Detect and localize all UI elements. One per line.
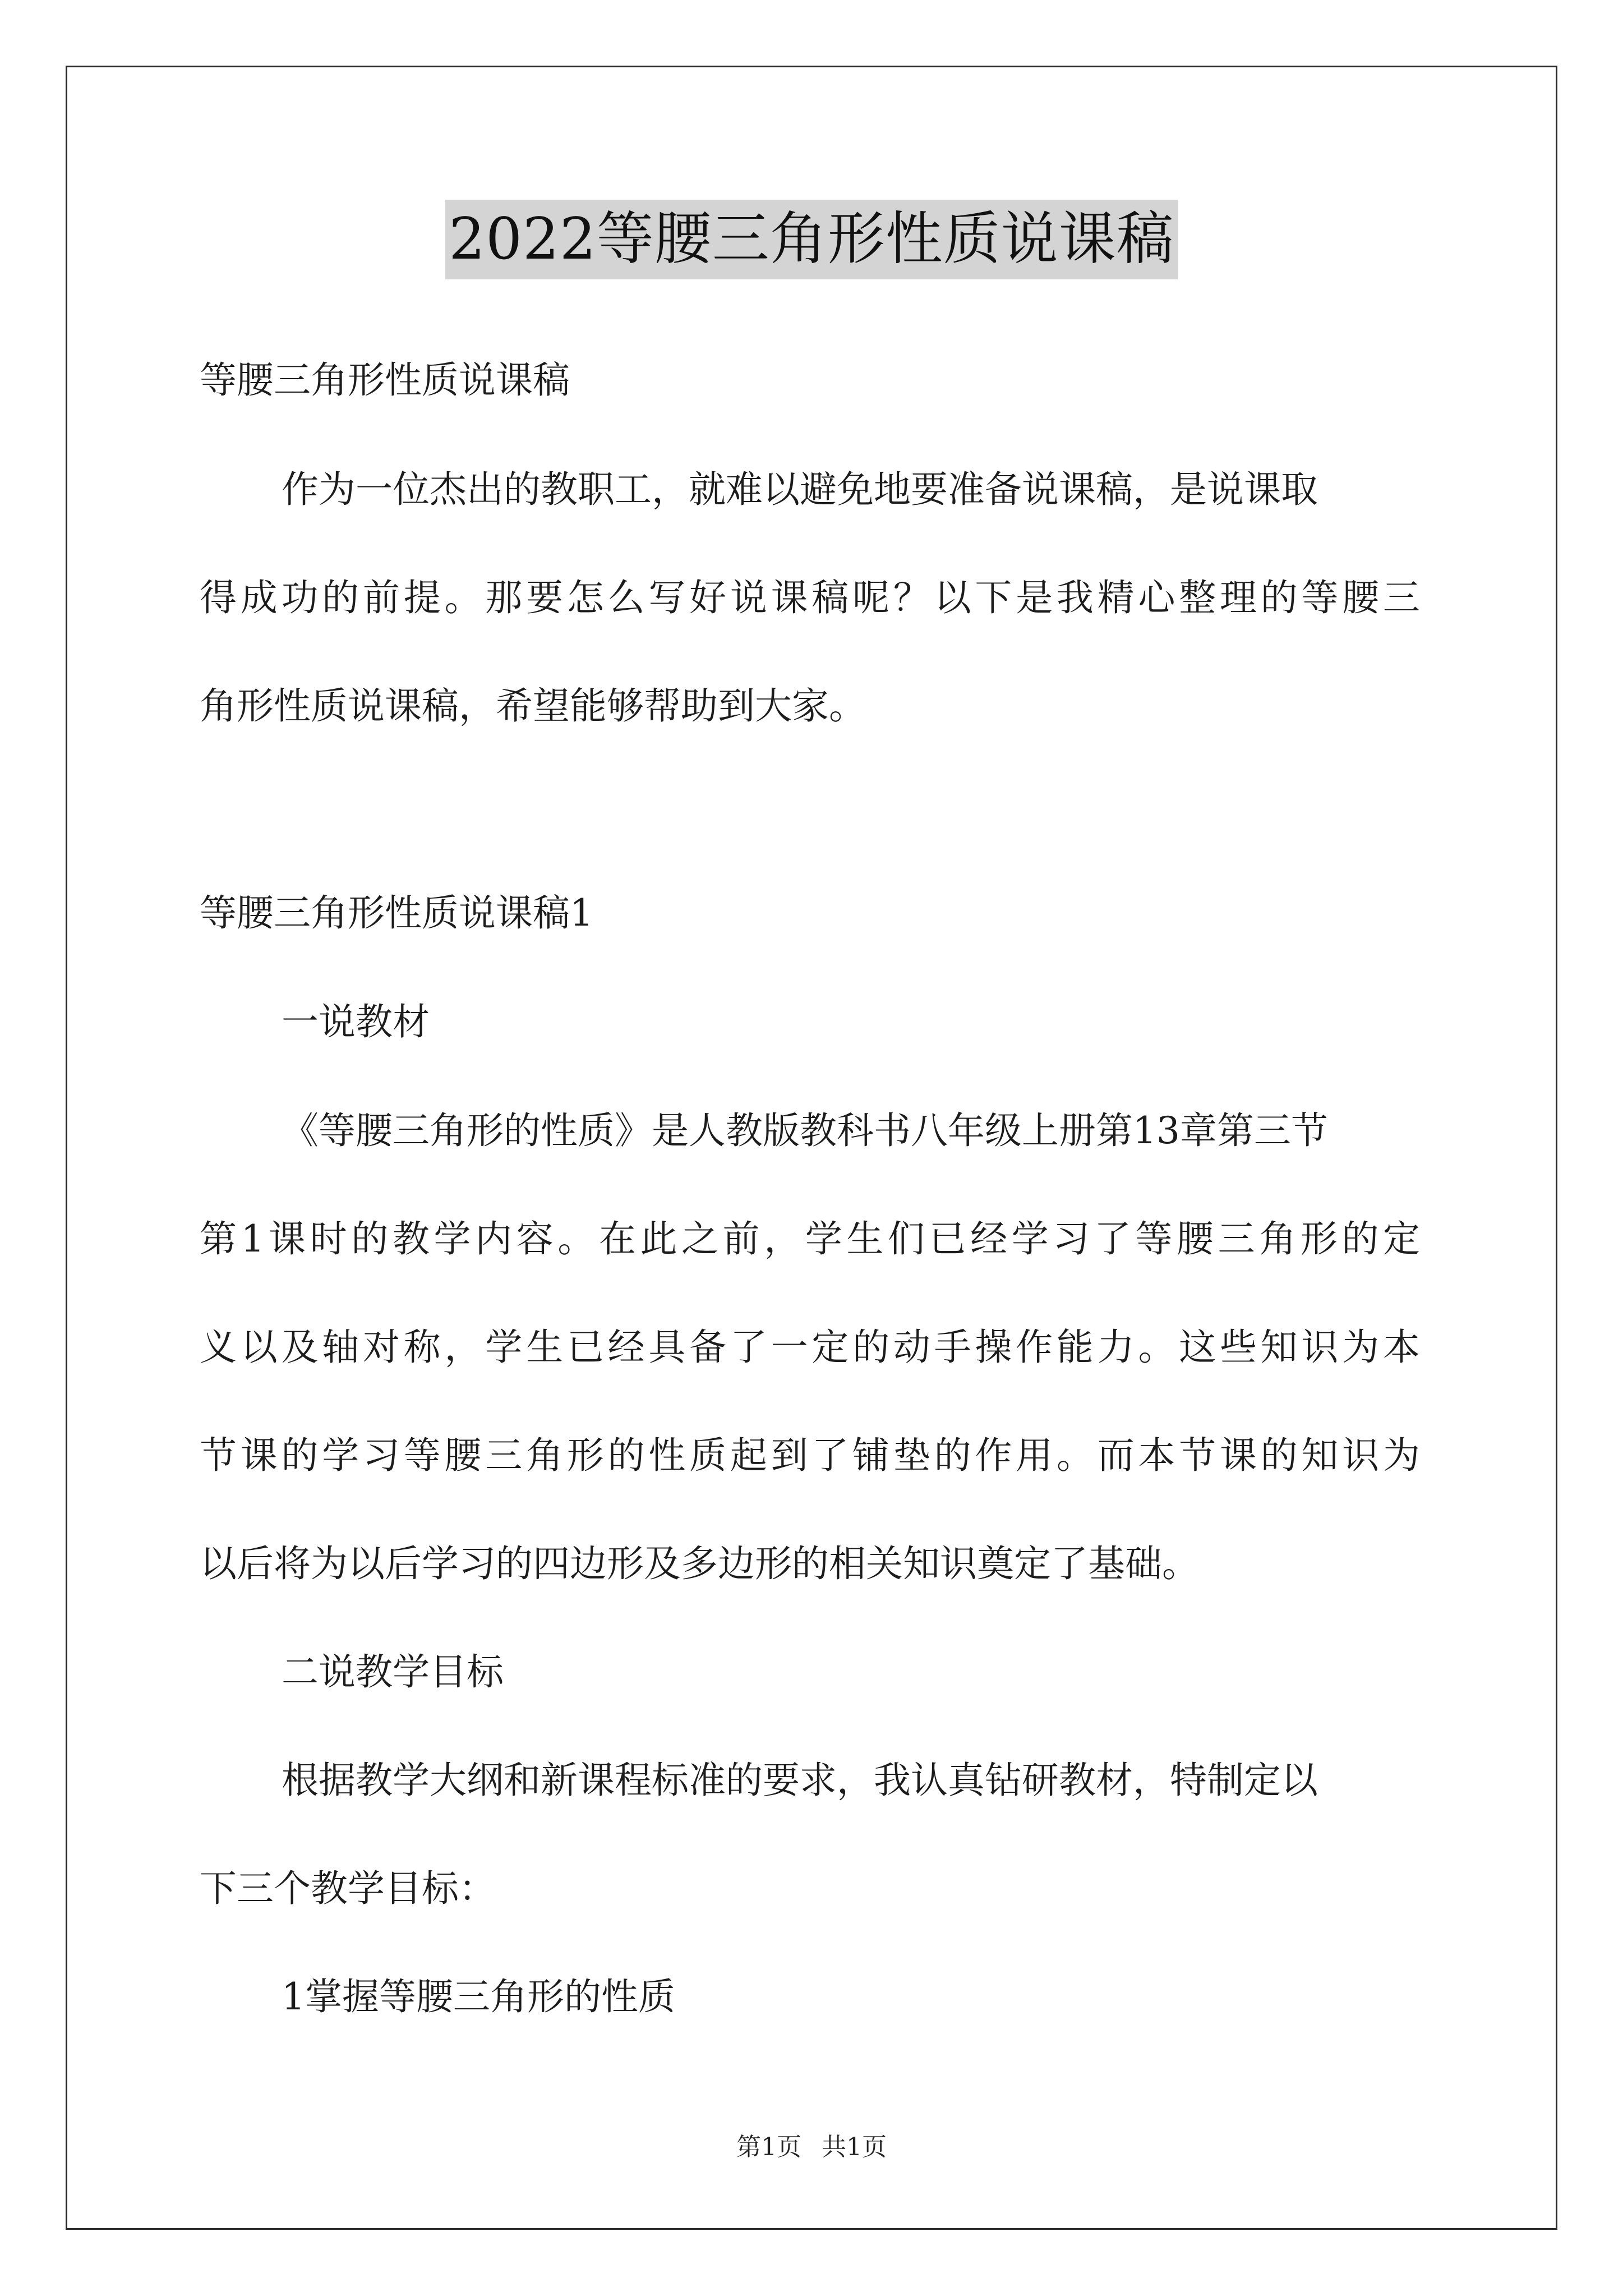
part2-line-2: 下三个教学目标： [200,1867,496,1910]
document-subtitle: 等腰三角形性质说课稿 [200,358,570,402]
intro-line-3: 角形性质说课稿，希望能够帮助到大家。 [200,684,866,728]
intro-line-1: 作为一位杰出的教职工，就难以避免地要准备说课稿，是说课取 [282,468,1318,511]
intro-line-2: 得成功的前提。那要怎么写好说课稿呢？以下是我精心整理的等腰三 [200,576,1420,619]
goal-1: 1掌握等腰三角形的性质 [282,1975,675,2018]
part1-line-4: 节课的学习等腰三角形的性质起到了铺垫的作用。而本节课的知识为 [200,1434,1420,1477]
page-footer [0,2131,1623,2164]
part1-line-1: 《等腰三角形的性质》是人教版教科书八年级上册第13章第三节 [282,1109,1328,1152]
part1-line-2: 第1课时的教学内容。在此之前，学生们已经学习了等腰三角形的定 [200,1217,1420,1260]
part2-line-1: 根据教学大纲和新课程标准的要求，我认真钻研教材，特制定以 [282,1759,1318,1802]
title-container [0,200,1623,279]
part2-heading: 二说教学目标 [282,1650,504,1694]
part1-line-3: 义以及轴对称，学生已经具备了一定的动手操作能力。这些知识为本 [200,1326,1420,1369]
page-number-current: 第1页 [736,2133,801,2161]
part1-heading: 一说教材 [282,1000,430,1043]
section-heading: 等腰三角形性质说课稿1 [200,891,593,935]
page-number-total: 共1页 [822,2133,887,2161]
part1-line-5: 以后将为以后学习的四边形及多边形的相关知识奠定了基础。 [200,1542,1199,1585]
document-title: 2022等腰三角形性质说课稿 [445,200,1178,279]
